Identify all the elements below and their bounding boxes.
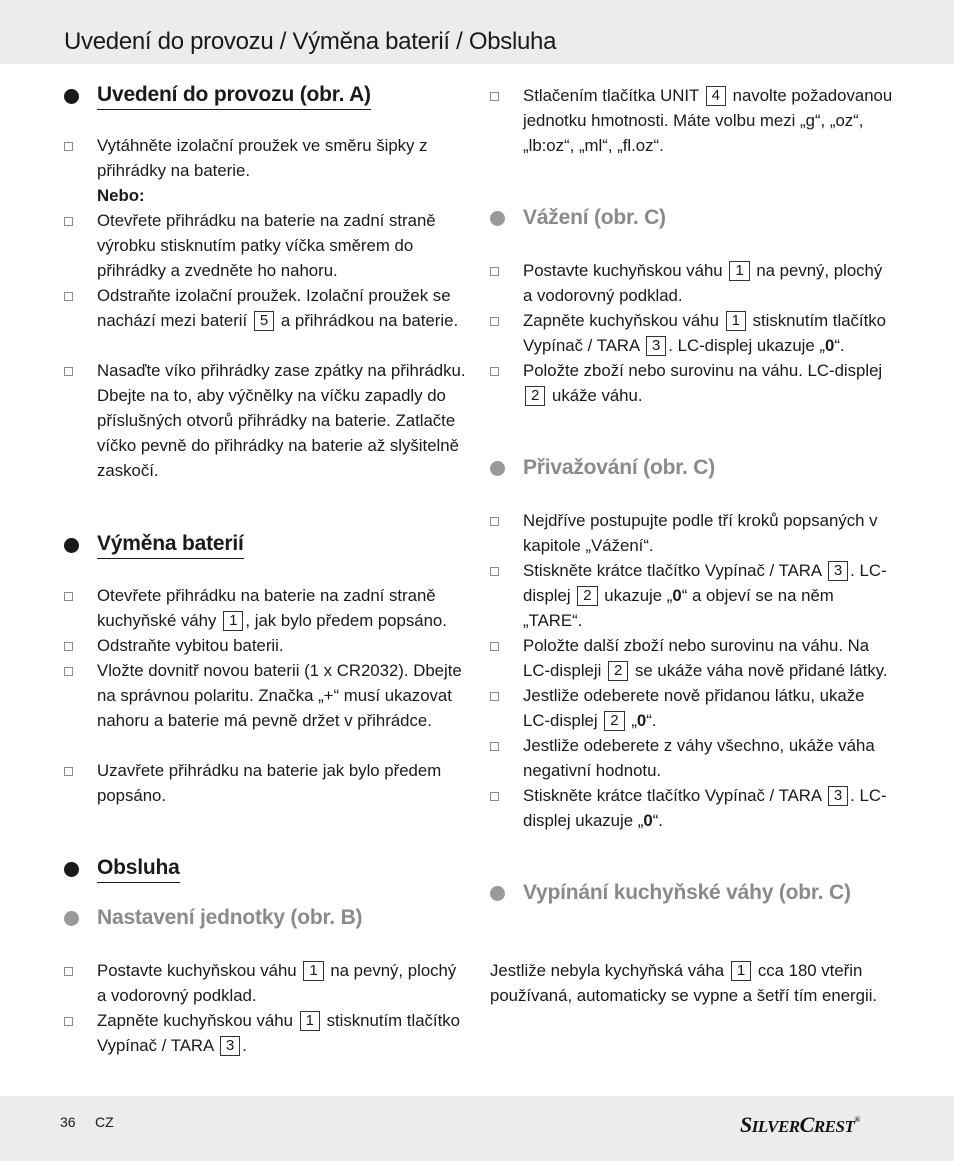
list-item: Stlačením tlačítka UNIT 4 navolte požadovanou jednotku hmotnosti. Máte volbu mezi „g“, „oz“, „lb:oz“, „ml“, „fl.oz“.: [523, 83, 893, 158]
section-heading-operation: Obsluha: [64, 855, 180, 883]
part-number: 1: [300, 1011, 320, 1031]
checkbox-bullet-icon: [490, 567, 499, 576]
checkbox-bullet-icon: [490, 742, 499, 751]
bullet-dot-icon: [64, 538, 79, 553]
list-item: Vložte dovnitř novou baterii (1 x CR2032). Dbejte na správnou polaritu. Značka „+“ musí ukazovat nahoru a baterie má pevně držet v přihrádce.: [97, 658, 467, 733]
part-number: 2: [608, 661, 628, 681]
part-number: 5: [254, 311, 274, 331]
page-number: 36: [60, 1114, 76, 1130]
bullet-dot-icon: [64, 89, 79, 104]
language-code: CZ: [95, 1114, 114, 1130]
list-item: Uzavřete přihrádku na baterie jak bylo předem popsáno.: [97, 758, 467, 808]
part-number: 3: [828, 561, 848, 581]
section-heading-battery: Výměna baterií: [64, 531, 244, 559]
list-item: Stiskněte krátce tlačítko Vypínač / TARA 3 . LC-displej ukazuje „0“.: [523, 783, 893, 833]
list-item: Položte zboží nebo surovinu na váhu. LC-displej 2 ukáže váhu.: [523, 358, 893, 408]
subsection-heading-weighing: Vážení (obr. C): [490, 205, 666, 231]
bullet-dot-icon: [64, 862, 79, 877]
checkbox-bullet-icon: [490, 367, 499, 376]
list-item: Jestliže odeberete nově přidanou látku, ukaže LC-displej 2 „0“.: [523, 683, 893, 733]
part-number: 3: [220, 1036, 240, 1056]
checkbox-bullet-icon: [64, 642, 73, 651]
part-number: 2: [604, 711, 624, 731]
list-item: Odstraňte vybitou baterii.: [97, 633, 467, 658]
checkbox-bullet-icon: [64, 967, 73, 976]
list-item: Zapněte kuchyňskou váhu 1 stisknutím tlačítko Vypínač / TARA 3 . LC-displej ukazuje „0“.: [523, 308, 893, 358]
part-number: 4: [706, 86, 726, 106]
part-number: 1: [731, 961, 751, 981]
poweroff-paragraph: Jestliže nebyla kychyňská váha 1 cca 180 vteřin používaná, automaticky se vypne a šetří tím energii.: [490, 961, 878, 1005]
page-title: Uvedení do provozu / Výměna baterií / Obsluha: [64, 28, 557, 55]
checkbox-bullet-icon: [490, 267, 499, 276]
checkbox-bullet-icon: [490, 317, 499, 326]
part-number: 1: [223, 611, 243, 631]
part-number: 3: [828, 786, 848, 806]
checkbox-bullet-icon: [490, 517, 499, 526]
list-item: Zapněte kuchyňskou váhu 1 stisknutím tlačítko Vypínač / TARA 3 .: [97, 1008, 467, 1058]
bullet-dot-icon: [490, 886, 505, 901]
checkbox-bullet-icon: [490, 92, 499, 101]
list-item: Otevřete přihrádku na baterie na zadní straně výrobku stisknutím patky víčka směrem do přihrádky a zvedněte ho nahoru.: [97, 208, 467, 283]
part-number: 1: [303, 961, 323, 981]
checkbox-bullet-icon: [64, 667, 73, 676]
list-item: Jestliže odeberete z váhy všechno, ukáže váha negativní hodnotu.: [523, 733, 893, 783]
bullet-dot-icon: [490, 211, 505, 226]
checkbox-bullet-icon: [64, 142, 73, 151]
list-item: Vytáhněte izolační proužek ve směru šipky z přihrádky na baterie.: [97, 133, 467, 183]
subsection-heading-poweroff: Vypínání kuchyňské váhy (obr. C): [490, 880, 892, 906]
part-number: 2: [525, 386, 545, 406]
list-item: Postavte kuchyňskou váhu 1 na pevný, plochý a vodorovný podklad.: [523, 258, 893, 308]
part-number: 1: [729, 261, 749, 281]
checkbox-bullet-icon: [64, 592, 73, 601]
checkbox-bullet-icon: [490, 692, 499, 701]
list-item: Postavte kuchyňskou váhu 1 na pevný, plochý a vodorovný podklad.: [97, 958, 467, 1008]
checkbox-bullet-icon: [64, 1017, 73, 1026]
checkbox-bullet-icon: [64, 292, 73, 301]
part-number: 3: [646, 336, 666, 356]
checkbox-bullet-icon: [490, 792, 499, 801]
list-item: Odstraňte izolační proužek. Izolační proužek se nachází mezi baterií 5 a přihrádkou na baterie.: [97, 283, 467, 333]
checkbox-bullet-icon: [490, 642, 499, 651]
list-item: Položte další zboží nebo surovinu na váhu. Na LC-displeji 2 se ukáže váha nově přidané látky.: [523, 633, 893, 683]
list-item: Nejdříve postupujte podle tří kroků popsaných v kapitole „Vážení“.: [523, 508, 893, 558]
checkbox-bullet-icon: [64, 767, 73, 776]
list-item: Nasaďte víko přihrádky zase zpátky na přihrádku. Dbejte na to, aby výčnělky na víčku zapadly do příslušných otvorů přihrádky na baterie. Zatlačte víčko pevně do přihrádky na baterie až slyšitelně zaskočí.: [97, 358, 467, 483]
list-item: Otevřete přihrádku na baterie na zadní straně kuchyňské váhy 1 , jak bylo předem popsáno.: [97, 583, 467, 633]
subsection-heading-unit: Nastavení jednotky (obr. B): [64, 905, 362, 931]
part-number: 1: [726, 311, 746, 331]
subsection-heading-tare: Přivažování (obr. C): [490, 455, 715, 481]
brand-logo: SILVERCREST®: [740, 1112, 860, 1137]
bullet-dot-icon: [64, 911, 79, 926]
section-heading-startup: Uvedení do provozu (obr. A): [64, 82, 371, 110]
checkbox-bullet-icon: [64, 367, 73, 376]
part-number: 2: [577, 586, 597, 606]
checkbox-bullet-icon: [64, 217, 73, 226]
list-item: Stiskněte krátce tlačítko Vypínač / TARA 3 . LC-displej 2 ukazuje „0“ a objeví se na něm „TARE“.: [523, 558, 893, 633]
or-label: Nebo:: [97, 186, 145, 205]
bullet-dot-icon: [490, 461, 505, 476]
